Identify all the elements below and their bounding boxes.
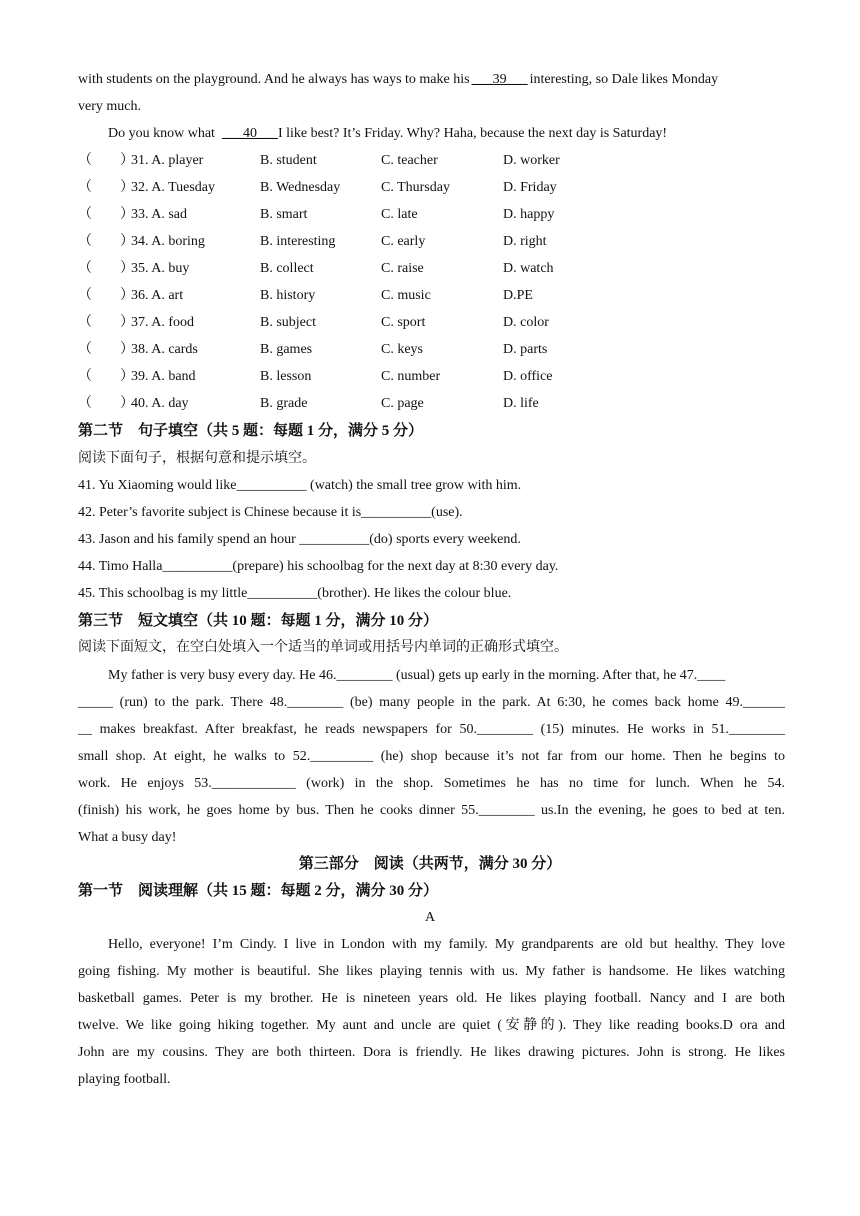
passage-line: very much. — [78, 99, 141, 114]
option-b: B. grade — [260, 396, 308, 411]
option-d: D.PE — [503, 288, 533, 303]
option-a: 39. A. band — [131, 369, 196, 384]
option-b: B. lesson — [260, 369, 312, 384]
answer-bracket[interactable]: （ ） — [78, 369, 134, 384]
text: interesting, so Dale likes Monday — [529, 72, 719, 87]
option-a: 40. A. day — [131, 396, 189, 411]
answer-bracket[interactable]: （ ） — [78, 342, 134, 357]
passage-line: My father is very busy every day. He 46.________ (usual) gets up early in the morning. After that, he 47.____ — [108, 668, 726, 683]
section-instruction: 阅读下面短文，在空白处填入一个适当的单词或用括号内单词的正确形式填空。 — [78, 640, 568, 655]
passage-line: Hello, everyone! I’m Cindy. I live in London with my family. My grandparents are old but healthy. They love — [108, 937, 785, 952]
option-c: C. Thursday — [381, 180, 450, 195]
option-d: D. right — [503, 234, 547, 249]
passage-line: basketball games. Peter is my brother. He is nineteen years old. He likes playing football. Nancy and I are both — [78, 991, 785, 1006]
answer-bracket[interactable]: （ ） — [78, 180, 134, 195]
option-c: C. music — [381, 288, 431, 303]
passage-line: _____ (run) to the park. There 48.________ (be) many people in the park. At 6:30, he comes back home 49.______ — [78, 695, 785, 710]
text: I like best? It’s Friday. Why? Haha, because the next day is Saturday! — [277, 126, 668, 141]
sentence-item: 42. Peter’s favorite subject is Chinese because it is__________(use). — [78, 505, 463, 520]
answer-bracket[interactable]: （ ） — [78, 234, 134, 249]
option-a: 34. A. boring — [131, 234, 205, 249]
passage-label: A — [424, 910, 436, 925]
option-d: D. color — [503, 315, 549, 330]
option-c: C. raise — [381, 261, 424, 276]
sentence-item: 41. Yu Xiaoming would like__________ (watch) the small tree grow with him. — [78, 478, 522, 493]
answer-bracket[interactable]: （ ） — [78, 396, 134, 411]
option-c: C. early — [381, 234, 426, 249]
passage-line: work. He enjoys 53.____________ (work) in the shop. Sometimes he has no time for lunch. When he 54. — [78, 776, 785, 791]
part-heading: 第三部分 阅读（共两节，满分 30 分） — [298, 856, 562, 872]
sentence-item: 44. Timo Halla__________(prepare) his schoolbag for the next day at 8:30 every day. — [78, 559, 559, 574]
option-c: C. page — [381, 396, 424, 411]
passage-line: small shop. At eight, he walks to 52._________ (he) shop because it’s not far from our home. Then he begins to — [78, 749, 785, 764]
blank-40: ___40___ — [221, 126, 278, 141]
text: Do you know what — [108, 126, 215, 141]
sentence-item: 45. This schoolbag is my little__________(brother). He likes the colour blue. — [78, 586, 512, 601]
option-b: B. smart — [260, 207, 308, 222]
option-a: 38. A. cards — [131, 342, 198, 357]
passage-line: going fishing. My mother is beautiful. She likes playing tennis with us. My father is handsome. He likes watching — [78, 964, 785, 979]
passage-line: twelve. We like going hiking together. My aunt and uncle are quiet (安静的). They like reading books.D ora and — [78, 1018, 785, 1033]
section-instruction: 阅读下面句子，根据句意和提示填空。 — [78, 451, 316, 466]
section-heading: 第三节 短文填空（共 10 题：每题 1 分，满分 10 分） — [78, 613, 439, 629]
option-b: B. history — [260, 288, 316, 303]
answer-bracket[interactable]: （ ） — [78, 207, 134, 222]
answer-bracket[interactable]: （ ） — [78, 153, 134, 168]
option-c: C. sport — [381, 315, 426, 330]
option-d: D. life — [503, 396, 539, 411]
option-d: D. happy — [503, 207, 555, 222]
option-d: D. worker — [503, 153, 560, 168]
option-c: C. teacher — [381, 153, 438, 168]
option-b: B. Wednesday — [260, 180, 341, 195]
option-b: B. subject — [260, 315, 316, 330]
passage-line — [78, 71, 718, 89]
answer-bracket[interactable]: （ ） — [78, 288, 134, 303]
option-d: D. parts — [503, 342, 548, 357]
option-a: 31. A. player — [131, 153, 204, 168]
option-c: C. number — [381, 369, 441, 384]
passage-line: playing football. — [78, 1072, 171, 1087]
passage-line — [108, 125, 667, 143]
sentence-item: 43. Jason and his family spend an hour __________(do) sports every weekend. — [78, 532, 521, 547]
text: with students on the playground. And he always has ways to make his — [78, 72, 470, 87]
passage-line: John are my cousins. They are both thirteen. Dora is friendly. He likes drawing pictures. John is strong. He likes — [78, 1045, 785, 1060]
option-a: 37. A. food — [131, 315, 194, 330]
option-c: C. late — [381, 207, 418, 222]
passage-line: __ makes breakfast. After breakfast, he reads newspapers for 50.________ (15) minutes. He works in 51.________ — [78, 722, 785, 737]
option-d: D. Friday — [503, 180, 557, 195]
option-b: B. student — [260, 153, 317, 168]
answer-bracket[interactable]: （ ） — [78, 261, 134, 276]
section-heading: 第一节 阅读理解（共 15 题：每题 2 分，满分 30 分） — [78, 883, 439, 899]
option-b: B. games — [260, 342, 313, 357]
option-b: B. collect — [260, 261, 314, 276]
option-a: 32. A. Tuesday — [131, 180, 216, 195]
option-d: D. watch — [503, 261, 554, 276]
option-a: 35. A. buy — [131, 261, 190, 276]
passage-line: (finish) his work, he goes home by bus. Then he cooks dinner 55.________ us.In the evening, he goes to bed at ten. — [78, 803, 785, 818]
option-a: 36. A. art — [131, 288, 184, 303]
option-d: D. office — [503, 369, 553, 384]
option-b: B. interesting — [260, 234, 336, 249]
section-heading: 第二节 句子填空（共 5 题：每题 1 分，满分 5 分） — [78, 423, 424, 439]
option-c: C. keys — [381, 342, 423, 357]
passage-line: What a busy day! — [78, 830, 177, 845]
blank-39: ___39___ — [471, 72, 528, 87]
answer-bracket[interactable]: （ ） — [78, 315, 134, 330]
option-a: 33. A. sad — [131, 207, 187, 222]
